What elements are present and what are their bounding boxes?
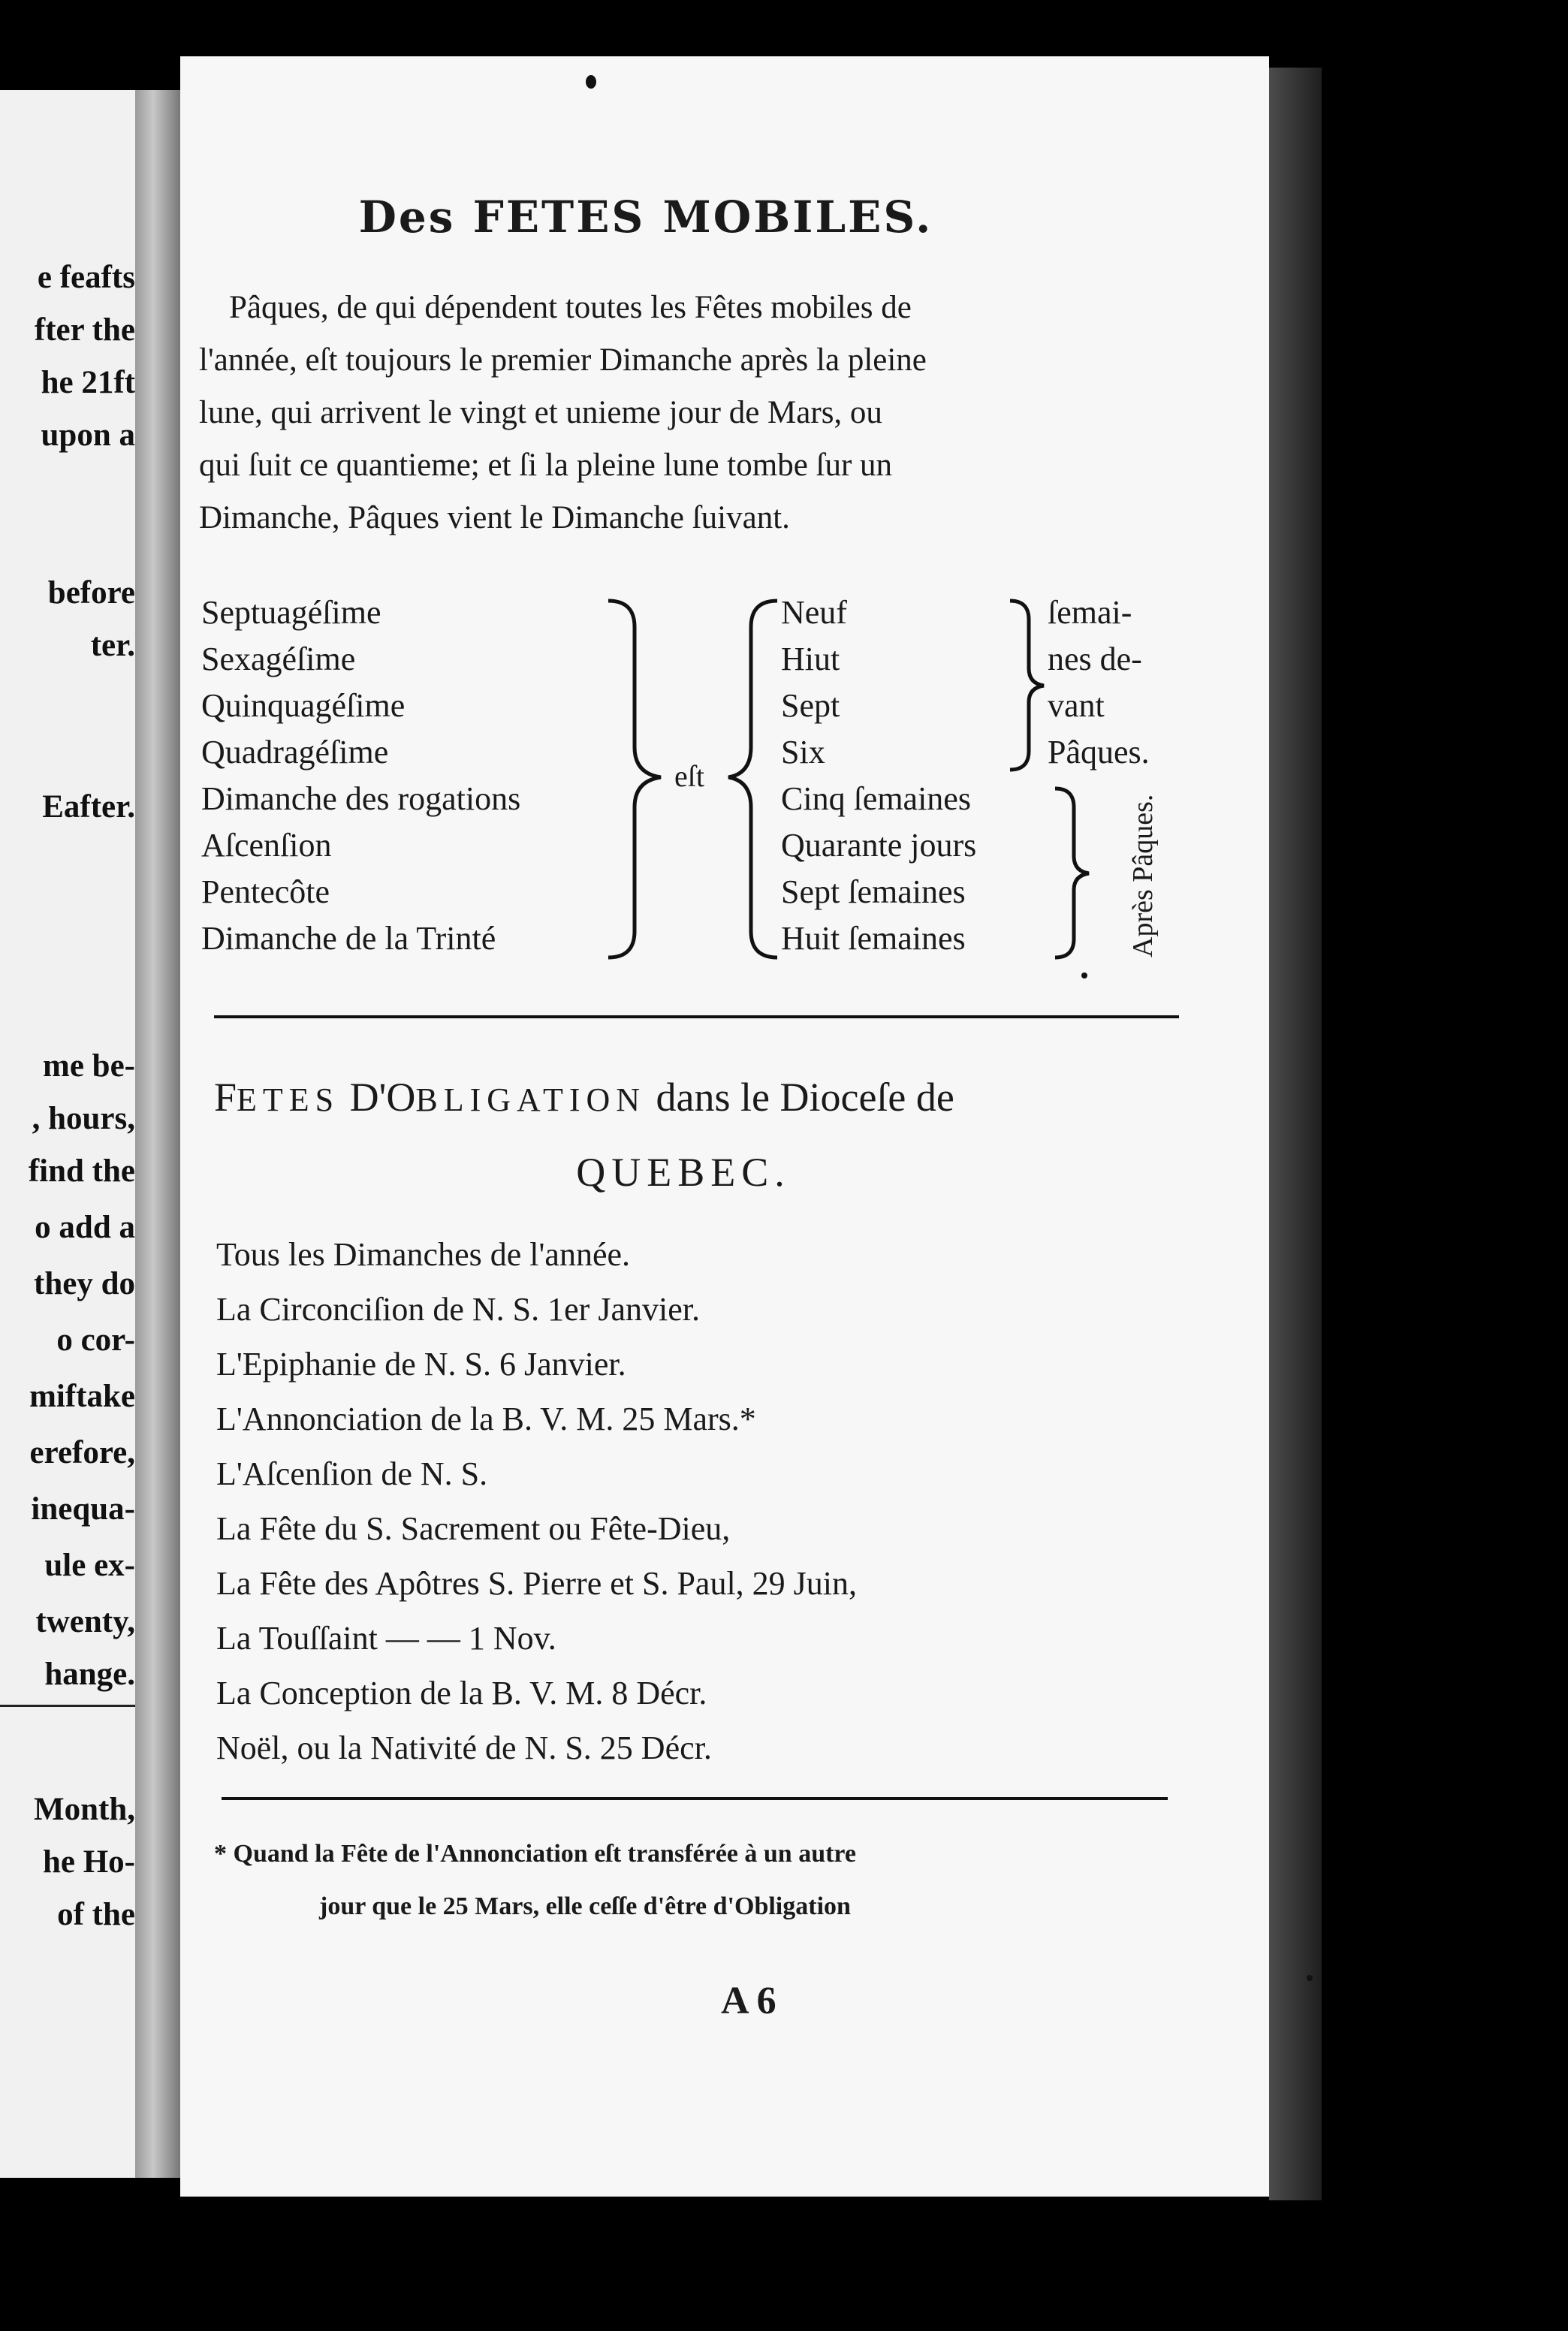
page-edge (1269, 68, 1322, 2200)
intro-line: l'année, eſt toujours le premier Dimanche après la pleine (199, 342, 927, 378)
page-title: Des FETES MOBILES. (358, 191, 933, 243)
footnote-line: jour que le 25 Mars, elle ceſſe d'être d'Obligation (319, 1892, 851, 1920)
mobile-feast: Dimanche des rogations (201, 780, 521, 817)
obligation-subheading: QUEBEC. (576, 1150, 791, 1195)
left-page-line: e feafts (37, 260, 135, 295)
left-page-line: he Ho- (42, 1844, 135, 1880)
obligation-feast: La Touſſaint — — 1 Nov. (216, 1620, 556, 1657)
obligation-feast: L'Annonciation de la B. V. M. 25 Mars.* (216, 1401, 756, 1437)
mobile-feast: Quinquagéſime (201, 687, 406, 724)
mobile-feast: Dimanche de la Trinté (201, 920, 496, 957)
left-page-rule (0, 1705, 135, 1707)
after-brace (1051, 785, 1096, 961)
page-number: A 6 (721, 1980, 776, 2022)
interval: Sept (781, 687, 840, 724)
left-page-line: o cor- (56, 1322, 135, 1358)
left-page-line: Month, (34, 1792, 135, 1827)
left-page-line: before (47, 575, 135, 611)
interval: Six (781, 734, 825, 770)
left-page-line: ule ex- (44, 1548, 135, 1583)
left-page-line: they do (34, 1266, 135, 1301)
left-page-line: Eafter. (42, 789, 135, 825)
left-page-line: fter the (34, 312, 135, 348)
left-page-line: me be- (43, 1048, 135, 1084)
intro-line: qui ſuit ce quantieme; et ſi la pleine lune tombe ſur un (199, 448, 893, 483)
after-easter-label: Après Pâques. (1127, 794, 1159, 957)
left-brace (725, 597, 785, 961)
mobile-feast: Aſcenſion (201, 827, 332, 864)
interval: Hiut (781, 641, 840, 677)
left-page-line: hange. (44, 1657, 135, 1692)
intro-line: Pâques, de qui dépendent toutes les Fêtes mobiles de (229, 290, 912, 325)
mobile-feast: Quadragéſime (201, 734, 389, 770)
before-easter-text: Pâques. (1048, 734, 1150, 770)
mobile-feast: Sexagéſime (201, 641, 356, 677)
obligation-heading: FETES D'OBLIGATION dans le Dioceſe de (214, 1075, 954, 1120)
obligation-feast: Tous les Dimanches de l'année. (216, 1236, 631, 1273)
interval: Quarante jours (781, 827, 977, 864)
left-page-line: inequa- (31, 1491, 135, 1527)
book-gutter (135, 90, 180, 2178)
left-page-line: miftake (29, 1379, 135, 1414)
left-page-line: twenty, (35, 1604, 135, 1639)
left-page-line: he 21ft (41, 365, 135, 400)
interval: Cinq ſemaines (781, 780, 971, 817)
obligation-feast: La Circonciſion de N. S. 1er Janvier. (216, 1291, 700, 1328)
obligation-feast: La Fête des Apôtres S. Pierre et S. Paul, 29 Juin, (216, 1565, 858, 1602)
obligation-feast: Noël, ou la Nativité de N. S. 25 Décr. (216, 1729, 712, 1766)
obligation-feast: L'Aſcenſion de N. S. (216, 1455, 488, 1492)
left-page-line: upon a (41, 418, 135, 453)
obligation-feast: La Fête du S. Sacrement ou Fête-Dieu, (216, 1510, 731, 1547)
before-easter-text: vant (1048, 687, 1105, 724)
footnote-line: * Quand la Fête de l'Annonciation eſt transférée à un autre (214, 1840, 856, 1868)
before-easter-text: ſemai- (1048, 594, 1132, 631)
left-page-line: of the (57, 1897, 135, 1932)
footnote-rule (222, 1797, 1168, 1800)
obligation-feast: L'Epiphanie de N. S. 6 Janvier. (216, 1346, 626, 1383)
section-rule (214, 1015, 1179, 1018)
mobile-feast: Pentecôte (201, 873, 330, 910)
interval: Sept ſemaines (781, 873, 966, 910)
left-page-line: find the (28, 1153, 135, 1189)
interval: Huit ſemaines (781, 920, 966, 957)
intro-line: Dimanche, Pâques vient le Dimanche ſuivant. (199, 500, 790, 535)
left-page-line: , hours, (32, 1101, 135, 1136)
before-brace (1006, 597, 1051, 773)
interval: Neuf (781, 594, 847, 631)
ink-speck (1307, 1975, 1313, 1981)
mobile-feast: Septuagéſime (201, 594, 381, 631)
connector-word: eſt (674, 759, 704, 793)
before-easter-text: nes de- (1048, 641, 1142, 677)
left-page-line: ter. (90, 628, 135, 663)
right-brace (601, 597, 676, 961)
ink-speck (1081, 973, 1087, 979)
left-page-line: erefore, (29, 1435, 135, 1470)
left-page-line: o add a (35, 1210, 135, 1245)
ink-speck (586, 75, 596, 89)
intro-line: lune, qui arrivent le vingt et unieme jour de Mars, ou (199, 395, 882, 430)
obligation-feast: La Conception de la B. V. M. 8 Décr. (216, 1675, 707, 1711)
